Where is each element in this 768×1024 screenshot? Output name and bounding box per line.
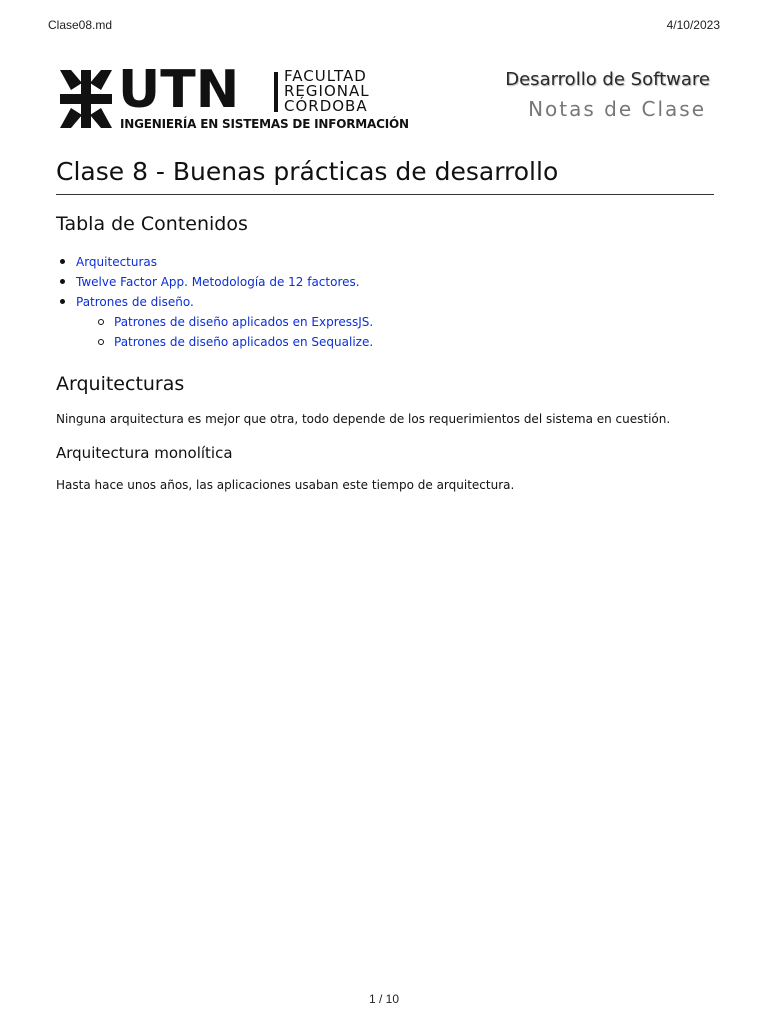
- toc-item: [76, 272, 714, 292]
- print-date: 4/10/2023: [666, 18, 720, 32]
- department-name: INGENIERÍA EN SISTEMAS DE INFORMACIÓN: [120, 117, 409, 131]
- course-subtitle: Notas de Clase: [528, 97, 706, 121]
- toc-subitem: [114, 312, 714, 332]
- toc-subitem: [114, 332, 714, 352]
- document-content: [56, 154, 714, 494]
- faculty-name: [284, 69, 370, 114]
- toc-item: [76, 292, 714, 352]
- file-name: Clase08.md: [48, 18, 113, 32]
- page-indicator: 1 / 10: [368, 992, 400, 1006]
- subsection-paragraph: Hasta hace unos años, las aplicaciones usaban este tiempo de arquitectura.: [56, 478, 515, 492]
- bullet-icon: [60, 259, 65, 264]
- faculty-line: REGIONAL: [284, 82, 370, 100]
- document-banner: [58, 60, 710, 136]
- toc-link-patrones-sequalize[interactable]: Patrones de diseño aplicados en Sequalize.: [114, 335, 374, 349]
- document-title: Clase 8 - Buenas prácticas de desarrollo: [56, 154, 714, 195]
- toc-sublist: [76, 312, 714, 352]
- section-paragraph: Ninguna arquitectura es mejor que otra, todo depende de los requerimientos del sistema en cuestión.: [56, 412, 671, 426]
- logo-divider: [274, 72, 278, 112]
- hollow-bullet-icon: [98, 339, 104, 345]
- toc-link-patrones[interactable]: Patrones de diseño.: [76, 295, 194, 309]
- faculty-line: CÓRDOBA: [284, 97, 368, 115]
- toc-link-patrones-express[interactable]: Patrones de diseño aplicados en ExpressJS.: [114, 315, 374, 329]
- section-heading-arquitecturas: Arquitecturas: [56, 373, 185, 395]
- bullet-icon: [60, 299, 65, 304]
- course-heading: [505, 68, 710, 122]
- course-title: Desarrollo de Software: [505, 69, 710, 90]
- toc-heading: Tabla de Contenidos: [56, 213, 248, 235]
- utn-logo: [58, 60, 409, 134]
- bullet-icon: [60, 279, 65, 284]
- toc-link-twelve-factor[interactable]: Twelve Factor App. Metodología de 12 factores.: [76, 275, 360, 289]
- toc-item: [76, 252, 714, 272]
- print-header: [48, 18, 720, 32]
- subsection-heading-monolitica: Arquitectura monolítica: [56, 444, 233, 462]
- hollow-bullet-icon: [98, 319, 104, 325]
- faculty-line: FACULTAD: [284, 67, 367, 85]
- utn-wordmark: UTN: [118, 60, 240, 120]
- toc-link-arquitecturas[interactable]: Arquitecturas: [76, 255, 158, 269]
- table-of-contents: [56, 252, 714, 352]
- utn-emblem-icon: [60, 70, 112, 128]
